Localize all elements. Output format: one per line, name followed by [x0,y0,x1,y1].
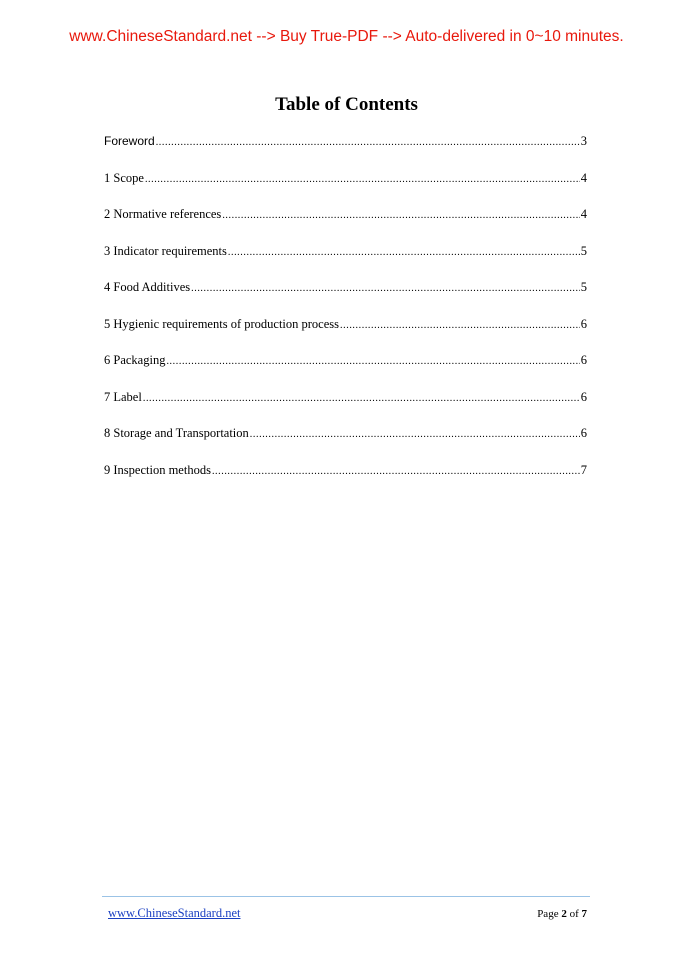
dot-leader [156,133,580,153]
toc-entry-page: 5 [580,280,587,294]
toc-entry-packaging[interactable] [104,350,587,387]
toc-entry-label-section[interactable] [104,387,587,424]
dot-leader [228,243,580,263]
of-word: of [569,908,579,920]
toc-entry-storage-transportation[interactable] [104,423,587,460]
dot-leader [250,425,580,445]
toc-entry-label: Foreword [104,134,155,148]
toc-entry-label: 8 Storage and Transportation [104,426,249,440]
toc-entry-page: 6 [580,426,587,440]
dot-leader [145,170,580,190]
toc-entry-page: 4 [580,207,587,221]
toc-entry-label: 1 Scope [104,170,144,185]
toc-entry-hygienic-requirements[interactable] [104,314,587,351]
dot-leader [212,462,580,482]
toc-entry-page: 5 [580,243,587,258]
toc-entry-label: 3 Indicator requirements [104,243,227,258]
toc-entry-foreword[interactable] [104,131,587,168]
toc-title: Table of Contents [275,94,418,115]
dot-leader [340,316,580,336]
dot-leader [143,389,580,409]
toc-entry-label: 6 Packaging [104,353,166,367]
footer-website-link[interactable]: www.ChineseStandard.net [108,906,241,920]
toc-entry-label: 9 Inspection methods [104,462,211,477]
page-word: Page [537,908,559,920]
toc-entry-label: 4 Food Additives [104,280,191,294]
toc-entry-page: 7 [580,462,587,477]
toc-entry-page: 6 [580,389,587,404]
toc-entry-indicator-requirements[interactable] [104,241,587,278]
toc-entry-page: 4 [580,170,587,185]
toc-entry-page: 3 [580,134,587,148]
toc-entry-label: 7 Label [104,389,142,404]
toc-entry-label: 2 Normative references [104,207,222,221]
toc-entry-page: 6 [580,316,587,331]
toc-entry-page: 6 [580,353,587,367]
total-pages: 7 [581,908,587,920]
toc-entry-normative-references[interactable] [104,204,587,241]
page-number [537,908,587,920]
dot-leader [166,352,579,372]
toc-entry-scope[interactable] [104,168,587,205]
footer-divider [102,896,590,897]
toc-list [104,131,587,496]
toc-entry-inspection-methods[interactable] [104,460,587,497]
toc-entry-food-additives[interactable] [104,277,587,314]
top-banner[interactable]: www.ChineseStandard.net --> Buy True-PDF --> Auto-delivered in 0~10 minutes. [69,28,624,45]
dot-leader [191,279,580,299]
dot-leader [222,206,579,226]
toc-entry-label: 5 Hygienic requirements of production process [104,316,340,331]
current-page: 2 [561,908,567,920]
